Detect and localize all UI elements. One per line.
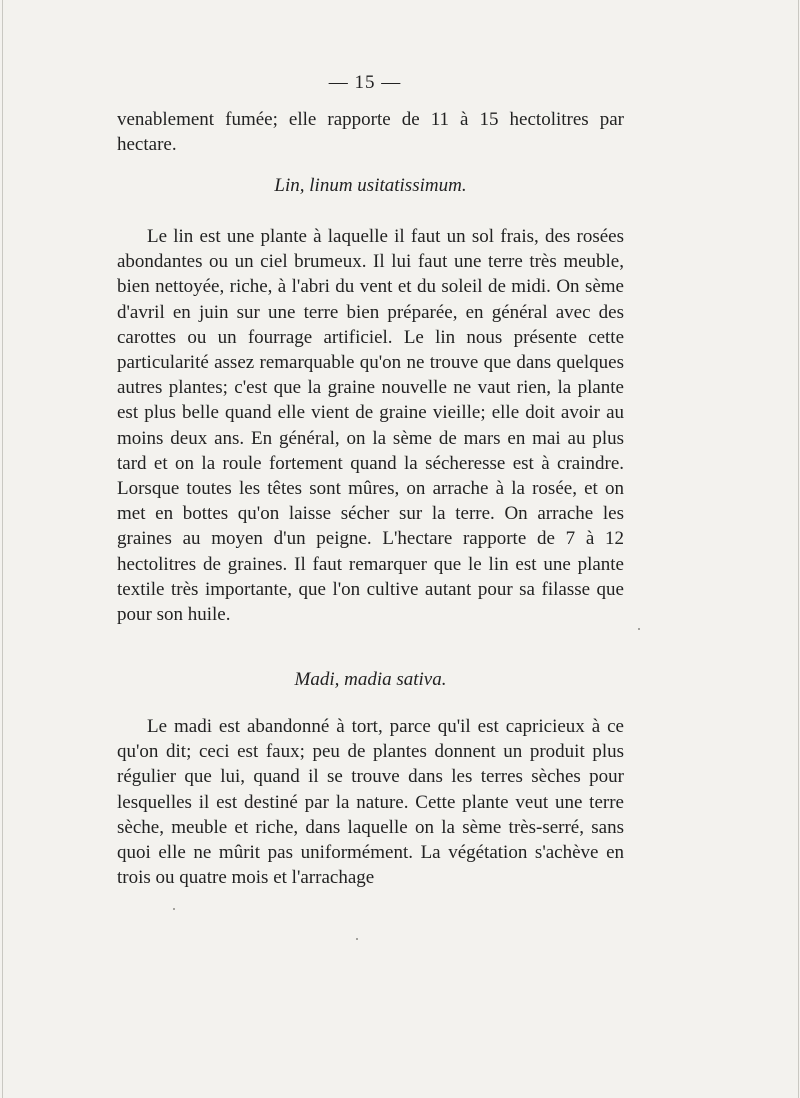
- paper-speck: [356, 938, 358, 940]
- paragraph-lin: Le lin est une plante à laquelle il faut un sol frais, des rosées abondantes ou un ciel brumeux. Il lui faut une terre très meuble, bien nettoyée, riche, à l'abri du vent et du soleil de midi. On sème d'avril en juin sur une terre bien préparée, en général avec des carottes ou un fourrage artificiel. Le lin nous présente cette particularité assez remarquable qu'on ne trouve que dans quelques autres plantes; c'est que la graine nouvelle ne vaut rien, la plante est plus belle quand elle vient de graine vieille; elle doit avoir au moins deux ans. En général, on la sème de mars en mai au plus tard et on la roule fortement quand la sécheresse est à craindre. Lorsque toutes les têtes sont mûres, on arrache à la rosée, et on met en bottes qu'on laisse sécher sur la terre. On arrache les graines au moyen d'un peigne. L'hectare rapporte de 7 à 12 hectolitres de graines. Il faut remarquer que le lin est une plante textile très importante, que l'on cultive autant pour sa filasse que pour son huile.: [117, 226, 624, 626]
- paragraph-madi: Le madi est abandonné à tort, parce qu'il est capricieux à ce qu'on dit; ceci est faux; peu de plantes donnent un produit plus régulier que lui, quand il se trouve dans les terres sèches pour lesquelles il est destiné par la nature. Cette plante veut une terre sèche, meuble et riche, dans laquelle on la sème très-serré, sans quoi elle ne mûrit pas uniformément. La végétation s'achève en trois ou quatre mois et l'arrachage: [117, 716, 624, 889]
- heading-lin: Lin, linum usitatissimum.: [274, 175, 467, 196]
- paper-speck: [173, 908, 175, 910]
- page-number: — 15 —: [328, 72, 402, 93]
- page-right-edge: [798, 0, 799, 1098]
- page-left-edge: [2, 0, 3, 1098]
- continuation-paragraph: venablement fumée; elle rapporte de 11 à 15 hectolitres par hectare.: [117, 109, 624, 156]
- heading-madi: Madi, madia sativa.: [294, 669, 447, 690]
- paper-speck: [638, 628, 640, 630]
